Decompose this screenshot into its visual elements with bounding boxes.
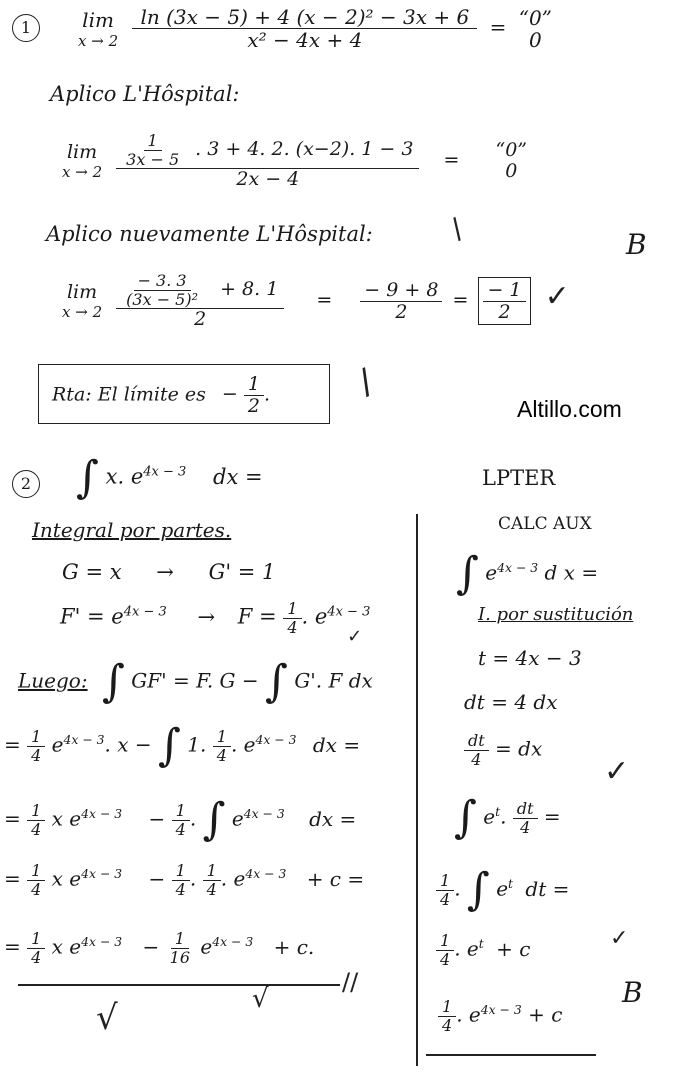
step2-label: Aplico nuevamente L'Hôspital:	[46, 222, 373, 246]
arrow-icon: →	[197, 604, 216, 629]
aux-sub-integral: ∫ $e^t$. $\frac{dt}{4}$ =	[454, 792, 561, 843]
integral-sign: ∫	[466, 864, 490, 915]
integral-sign: ∫	[265, 656, 288, 707]
problem-1-number: 1	[12, 14, 40, 42]
step2-fraction: $\frac{- 3. 3}{\text{(3x − 5)²}}$ + 8. 1 2	[116, 272, 284, 330]
limit-operator: lim x → 2	[62, 280, 103, 322]
answer-box: $\frac{- 1}{2}$	[478, 277, 530, 326]
watermark: Altillo.com	[517, 396, 622, 422]
step1-fraction: $\frac{1}{3x - 5}$ . 3 + 4. 2. (x−2). 1 − 3 2x − 4	[116, 132, 419, 190]
check-mark: ✓	[604, 754, 630, 789]
integral-sign: ∫	[101, 656, 125, 707]
grade-mark-2: B	[622, 976, 643, 1009]
line-4: = $\frac{1}{4}$ x $e^{4x - 3}$ − $\frac{1}{16}$ $e^{4x - 3} + c$.	[4, 929, 315, 967]
indeterminate-form: “0” 0	[495, 139, 528, 183]
g-definition: G = x → G' = 1	[62, 560, 276, 584]
parts-formula: Luego: ∫ GF' = F. G − ∫ G'. F dx	[18, 656, 373, 707]
integral-sign: ∫	[456, 548, 479, 599]
check-mark: √	[252, 984, 269, 1014]
aux-integral: ∫ $e^{4x - 3}$ d x =	[456, 548, 599, 599]
line-1: = $\frac{1}{4}$ $e^{4x - 3}$. x − ∫ 1. $\frac{1}{4}$ . $e^{4x - 3}$ dx =	[4, 720, 361, 771]
lpter-label: LPTER	[482, 466, 556, 490]
integral-sign: ∫	[158, 720, 181, 771]
check-mark: /	[352, 361, 380, 403]
integral-sign: ∫	[202, 794, 226, 845]
step1-expression: lim x → 2 $\frac{1}{3x - 5}$ . 3 + 4. 2. (x−2). 1 − 3 2x − 4 = “0” 0	[62, 131, 528, 191]
limit-expression: lim x → 2 $\frac{\text{ln (3x − 5) + 4 (x − 2)² − 3x + 6}}{\text{x² − 4x + 4}}$ = “0” 0	[78, 5, 552, 52]
check-mark: ✓	[610, 926, 629, 951]
indeterminate-form: “0” 0	[518, 5, 552, 52]
integral-statement: ∫ x. $e^{4x - 3}$ dx =	[76, 452, 263, 503]
method-label: Integral por partes.	[32, 518, 232, 542]
aux-line-dt: dt = 4 dx	[464, 690, 558, 714]
substitution-label: I. por sustitución	[478, 604, 634, 625]
step2-result: $\frac{- 9 + 8}{2}$	[360, 280, 442, 323]
aux-result-t: $\frac{1}{4}$ . $e^t + c$	[436, 932, 530, 968]
aux-quarter-integral: $\frac{1}{4}$ . ∫ $e^t$ dt =	[436, 868, 569, 912]
grade-mark-1: B	[626, 228, 647, 261]
line-3: = $\frac{1}{4}$ x $e^{4x - 3}$ − $\frac{1}{4}$ . $\frac{1}{4}$ . $e^{4x - 3} + c$ =	[4, 861, 365, 899]
integral-sign: ∫	[76, 452, 99, 503]
problem-2-number: 2	[12, 470, 40, 498]
column-divider	[416, 514, 418, 1066]
line-2: = $\frac{1}{4}$ x $e^{4x - 3}$ − $\frac{1}{4}$ . ∫ $e^{4x - 3}$ dx =	[4, 794, 357, 845]
double-bar-mark: //	[342, 968, 359, 996]
final-answer: Rta: El límite es − $\frac{1}{2}$ .	[52, 373, 271, 417]
step1-label: Aplico L'Hôspital:	[50, 82, 240, 106]
aux-underline	[426, 1054, 596, 1056]
aux-result-final: $\frac{1}{4}$ . $e^{4x - 3} + c$	[438, 998, 562, 1034]
aux-line-t: t = 4x − 3	[478, 646, 582, 670]
arrow-icon: →	[156, 560, 174, 584]
result-underline	[18, 984, 340, 986]
integral-sign: ∫	[454, 792, 477, 843]
calc-aux-label: CALC AUX	[498, 514, 592, 534]
check-mark: ✓	[347, 625, 363, 647]
step2-expression: lim x → 2 $\frac{- 3. 3}{\text{(3x − 5)²}}$ + 8. 1 2 = $\frac{- 9 + 8}{2}$ = $\frac{- 1}{2}$ ✓	[62, 271, 570, 331]
check-mark: √	[96, 998, 118, 1038]
limit-operator: lim x → 2	[78, 7, 119, 50]
limit-fraction: $\frac{\text{ln (3x − 5) + 4 (x − 2)² − 3x + 6}}{\text{x² − 4x + 4}}$	[132, 6, 477, 51]
f-definition: $F' = e^{4x - 3} \to F$ = $\frac{1}{4}$ . $e^{4x - 3}$ ✓	[60, 599, 371, 647]
check-mark: ✓	[544, 279, 570, 315]
check-mark: /	[444, 211, 470, 246]
limit-operator: lim x → 2	[62, 140, 103, 182]
aux-line-dx: $\frac{dt}{4}$ = dx	[464, 732, 542, 768]
